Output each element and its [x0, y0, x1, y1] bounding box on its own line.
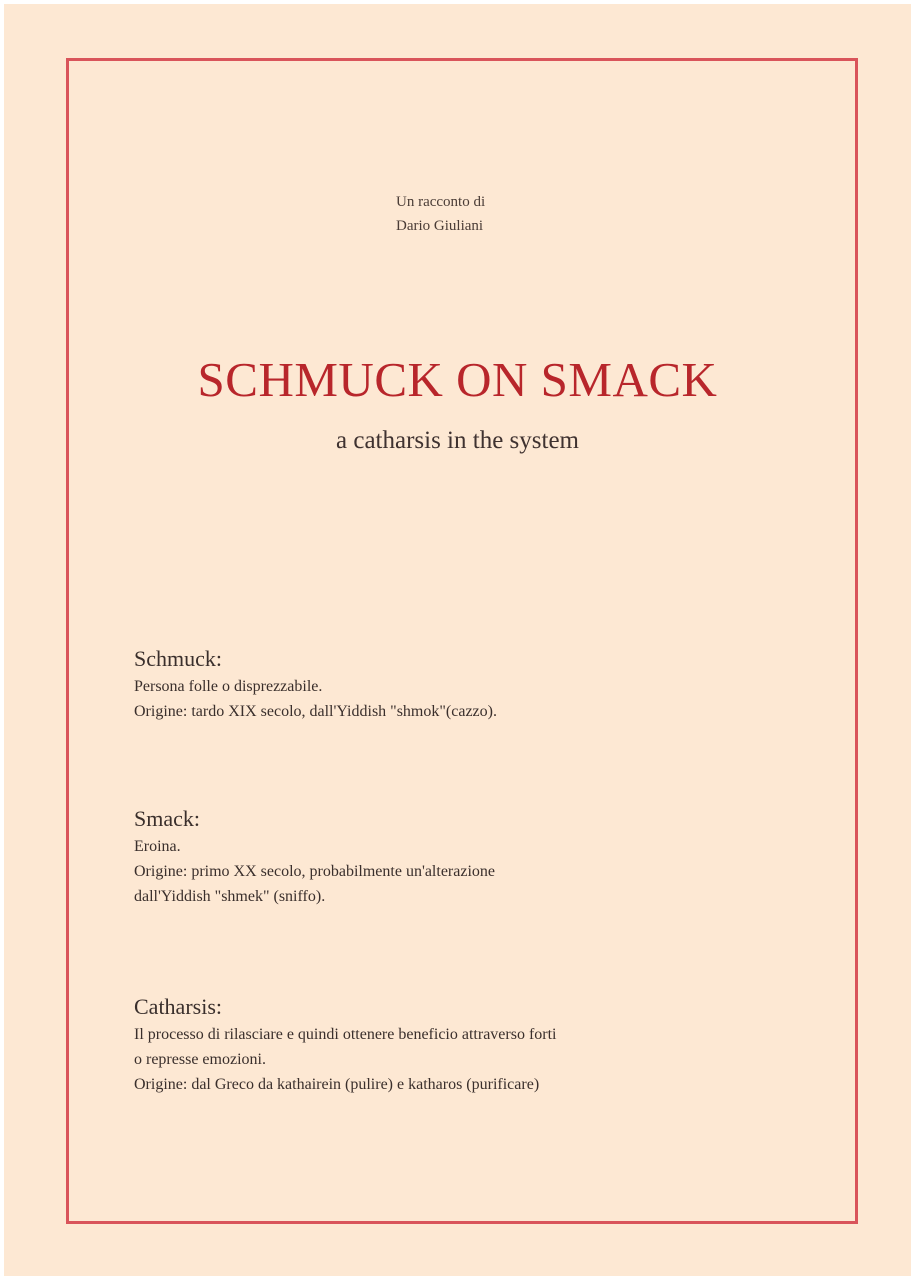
author-name: Dario Giuliani: [396, 218, 484, 234]
origin-line: Origine: dal Greco da kathairein (pulire) e katharos (purificare): [134, 1076, 540, 1093]
definition-schmuck: [134, 644, 814, 724]
origin-line: Origine: tardo XIX secolo, dall'Yiddish "shmok"(cazzo).: [134, 703, 497, 720]
book-title: SCHMUCK ON SMACK: [197, 352, 718, 407]
term-schmuck: Schmuck:: [134, 646, 222, 671]
definition-line: Eroina.: [134, 838, 181, 855]
origin-line: Origine: primo XX secolo, probabilmente un'alterazione: [134, 863, 495, 880]
definition-line-continued: o represse emozioni.: [134, 1051, 266, 1068]
book-subtitle: a catharsis in the system: [336, 427, 579, 454]
byline-intro: Un racconto di: [396, 194, 486, 210]
definition-smack: [134, 804, 814, 909]
term-catharsis: Catharsis:: [134, 994, 222, 1019]
definition-line: Persona folle o disprezzabile.: [134, 678, 323, 695]
origin-line-continued: dall'Yiddish "shmek" (sniffo).: [134, 888, 326, 905]
definition-line: Il processo di rilasciare e quindi ottenere beneficio attraverso forti: [134, 1026, 557, 1043]
definition-catharsis: [134, 992, 814, 1097]
term-smack: Smack:: [134, 806, 200, 831]
byline: [396, 190, 485, 238]
book-cover: [4, 4, 911, 1276]
